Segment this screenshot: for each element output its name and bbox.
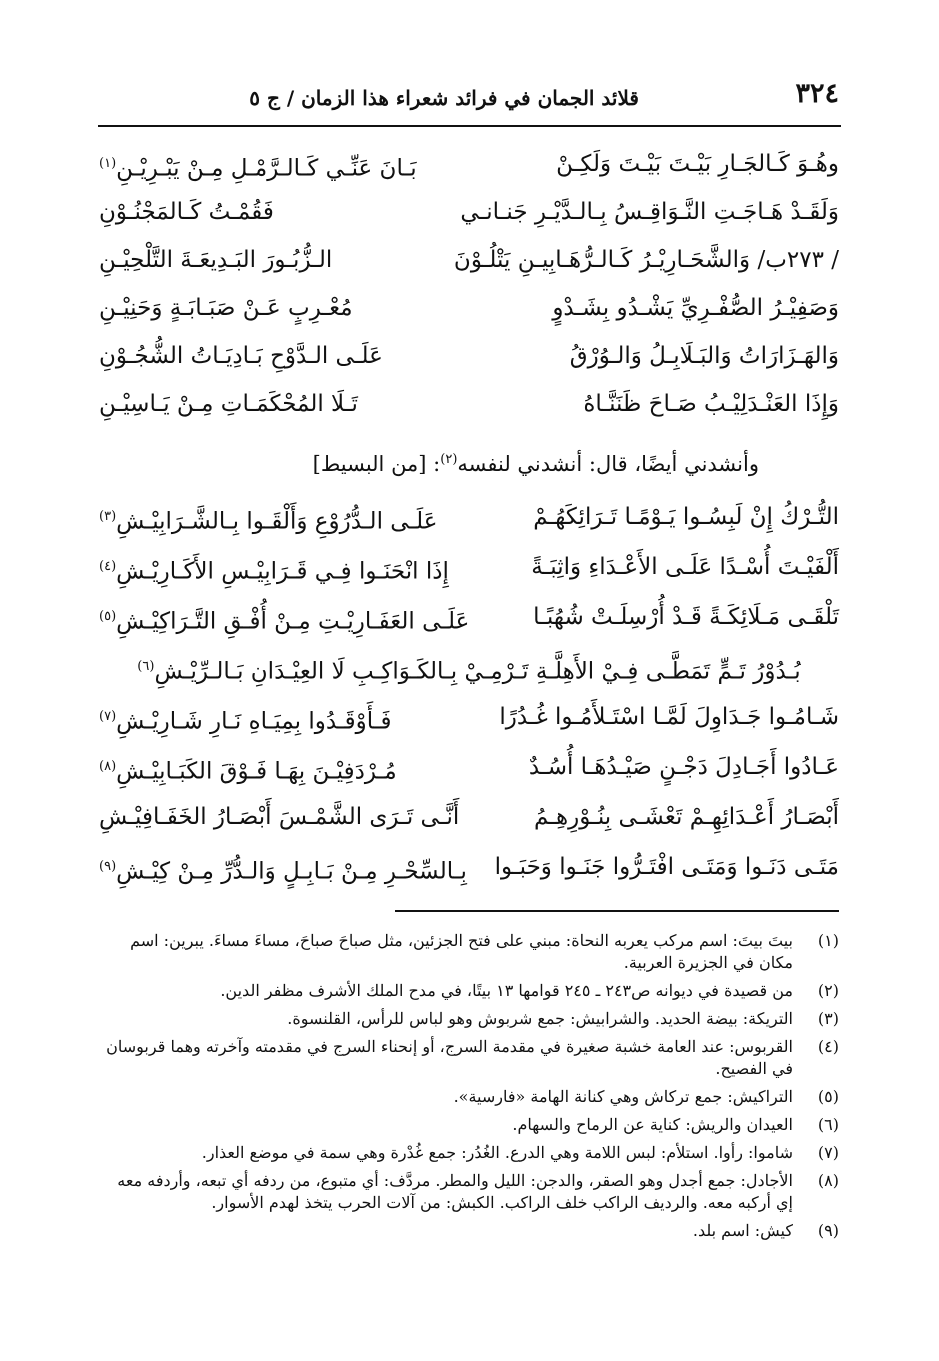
verse-line <box>99 492 839 542</box>
footnote-text: شاموا: رأوا. استلأم: لبس اللامة وهي الدرع. الغُدُر: جمع غُدْرة وهي سمة في موضع العذار. <box>201 1143 793 1162</box>
footnote <box>99 1114 839 1136</box>
footnote-number: (٦) <box>817 1115 839 1134</box>
verse-line <box>99 284 839 332</box>
verse-line-full <box>99 642 839 692</box>
footnote-text: من قصيدة في ديوانه ص٢٤٣ ـ ٢٤٥ قوامها ١٣ بيتًا، في مدح الملك الأشرف مظفر الدين. <box>220 981 793 1000</box>
footnote-number: (٢) <box>817 981 839 1000</box>
hemistich-second-text: عَلَـى العَفَـارِيْـتِ مِـنْ أُفْـقِ التَّـرَاكِيْـشِ <box>116 608 470 635</box>
intro-line <box>313 452 759 476</box>
hemistich-second-text: بَـانَ عَنِّـي كَـالـرَّمْـلِ مِـنْ يَبْـرِيْـنِ <box>116 155 417 182</box>
footnote-ref: (١) <box>99 156 117 171</box>
verse-line <box>99 380 839 428</box>
hemistich-first: تَلْقَـى مَـلَائِكَـةً قَـدْ أُرْسِلَـتْ شُهُبًـا <box>533 604 839 630</box>
hemistich-second <box>99 592 469 642</box>
footnote-ref: (٩) <box>99 859 117 874</box>
hemistich-first: وَإِذَا العَنْـدَلِيْـبُ صَـاحَ ظَنَنَّـاهُ <box>583 391 839 417</box>
footnote-number: (٤) <box>817 1037 839 1056</box>
hemistich-second: أَنَّـى تَـرَى الشَّمْـسَ أَبْصَـارُ الخَفَـافِيْـشِ <box>99 804 460 830</box>
verse-line <box>99 592 839 642</box>
intro-text: وأنشدني أيضًا، قال: أنشدني لنفسه <box>457 452 759 476</box>
footnote-text: التراكيش: جمع تركاش وهي كنانة الهامة «فارسية». <box>453 1087 793 1106</box>
hemistich-first: وَلَقَـدْ هَـاجَـتِ النَّـوَاقِـسُ بِـالـدَّيْـرِ جَنـانـي <box>460 199 839 225</box>
footnote-rule <box>395 910 839 912</box>
hemistich-second: عَلَـى الـدَّوْحِ بَـادِيَـاتُ الشُّجُـوْنِ <box>99 343 383 369</box>
verse-line <box>99 792 839 842</box>
hemistich-first: عَـادُوا أَجَـادِلَ دَجْـنٍ صَيْـدُهَـا أُسُـدٌ <box>528 754 839 780</box>
hemistich-first: التُّـرْكُ إِنْ لَبِسُـوا يَـوْمًـا تَـرَائِكَهُـمْ <box>533 504 839 530</box>
footnote-ref: (٨) <box>99 759 117 774</box>
footnote-ref: (٦) <box>137 659 155 674</box>
header-rule <box>98 125 841 127</box>
footnote-number: (٣) <box>817 1009 839 1028</box>
verse-line <box>99 542 839 592</box>
verse-line <box>99 140 839 188</box>
meter-label: : [من البسيط] <box>312 452 441 476</box>
footnote-ref: (٤) <box>99 559 117 574</box>
hemistich-first: وَصَفِيْـرُ الصُّفْـرِيِّ يَشْـدُو بِشَـدْوٍ <box>552 295 839 321</box>
hemistich-second-text: مُـرْدَفِيْـنَ بِهَـا فَـوْقَ الكَبَـابِيْـشِ <box>116 758 397 785</box>
hemistich-first: أَلْفَيْـتَ أُسْـدًا عَلَـى الأَعْـدَاءِ وَاثِبَـةً <box>531 554 839 580</box>
hemistich-second: الـزُّبُـورَ البَـدِيعَـةَ التَّلْحِيْـنِ <box>99 247 333 273</box>
footnote-text: بيتَ بيتَ: اسم مركب يعربه النحاة: مبني على فتح الجزئين، مثل صباحَ صباحَ، مساءَ مساءَ. يبرين: اسم مكان في الجزيرة العربية. <box>130 931 793 972</box>
hemistich-second-text: بِـالسِّحْـرِ مِـنْ بَـابِـلٍ وَالـدُّرِّ مِـنْ كِيْـشِ <box>116 858 467 885</box>
verse-full: بُـدُوْرُ تَـمٍّ تَمَطَّـى فِـيْ الأَهِلَّـةِ تَـرْمِـيْ بِـالكَـوَاكِـبِ لَا العِيْـدَانِ بَـالـرِّيْـشِ <box>154 658 801 685</box>
hemistich-second: فَقُمْـتُ كَـالمَجْنُـوْنِ <box>99 199 274 225</box>
footnotes <box>99 930 839 1248</box>
footnote-ref: (٣) <box>99 509 117 524</box>
hemistich-second <box>99 492 438 542</box>
hemistich-first: شَـامُـوا جَـدَاوِلَ لَمَّـا اسْتَـلأَمُـوا غُـدُرًا <box>499 704 839 730</box>
poem-block-2 <box>99 492 839 892</box>
hemistich-second: تَـلَا المُحْكَمَـاتِ مِـنْ يَـاسِيْـنِ <box>99 391 358 417</box>
footnote <box>99 1036 839 1080</box>
footnote-text: الأجادل: جمع أجدل وهو الصقر، والدجن: الليل والمطر. مردَّف: أي متبوع، من ردفه أي تبعه، وأردفه معه إي أركبه معه. والرديف الراكب خلف الراكب. الكبش: من آلات الحرب يتخذ لهدم الأسوار. <box>117 1171 793 1212</box>
footnote-text: كيش: اسم بلد. <box>692 1221 793 1240</box>
hemistich-first: مَتَـى دَنَـوا وَمَتَـى افْتَـرُّوا جَنَـوا وَحَبَـوا <box>494 854 839 880</box>
footnote <box>99 980 839 1002</box>
footnote-number: (١) <box>817 931 839 950</box>
running-title: قلائد الجمان في فرائد شعراء هذا الزمان / ج ٥ <box>249 86 639 110</box>
hemistich-second <box>99 692 392 742</box>
poem-block-1 <box>99 140 839 428</box>
footnote-text: القربوس: عند العامة خشبة صغيرة في مقدمة السرج، أو إنحناء السرج في مقدمته وآخرته وهما قربوسان في الفصيح. <box>106 1037 793 1078</box>
hemistich-second <box>99 742 397 792</box>
verse-line <box>99 188 839 236</box>
verse-line <box>99 742 839 792</box>
hemistich-second <box>99 842 467 892</box>
verse-line <box>99 842 839 892</box>
hemistich-second-text: فَـأَوْقَـدُوا بِمِيَـاهِ نَـارِ شَـارِيْـشِ <box>116 708 392 735</box>
verse-line <box>99 332 839 380</box>
footnote <box>99 1008 839 1030</box>
footnote <box>99 1170 839 1214</box>
hemistich-first: أَبْصَـارُ أَعْـدَائِهِـمْ تَعْشَـى بِنُـوْرِهِـمُ <box>533 804 839 830</box>
hemistich-first: وهُـوَ كَـالجَـارِ بَيْـتَ بَيْـتَ وَلَكِـنْ <box>556 151 839 177</box>
hemistich-first: وَالهَـزَارَاتُ وَالبَـلَابِـلُ وَالـوُرْقُ <box>569 343 839 369</box>
footnote-ref: (٢) <box>440 452 458 467</box>
hemistich-second <box>99 542 449 592</box>
footnote-ref: (٥) <box>99 609 117 624</box>
hemistich-first: / ٢٧٣ب/ وَالشَّحَـارِيْـرُ كَـالـرُّهَـابِيـنِ يَتْلُـوْنَ <box>453 247 839 273</box>
footnote <box>99 930 839 974</box>
footnote-text: التريكة: بيضة الحديد. والشرابيش: جمع شربوش وهو لباس للرأس، القلنسوة. <box>287 1009 793 1028</box>
hemistich-second <box>99 140 417 188</box>
footnote <box>99 1220 839 1242</box>
verse-full-text <box>99 642 839 692</box>
footnote-number: (٥) <box>817 1087 839 1106</box>
footnote-text: العيدان والريش: كناية عن الرماح والسهام. <box>512 1115 793 1134</box>
hemistich-second: مُعْـرِبٍ عَـنْ صَبَـابَـةٍ وَحَنِيْـنِ <box>99 295 353 321</box>
footnote <box>99 1086 839 1108</box>
footnote-number: (٧) <box>817 1143 839 1162</box>
hemistich-second-text: إِذَا انْحَنَـوا فِـي قَـرَابِيْـسِ الأَكَـارِيْـشِ <box>116 558 449 585</box>
footnote <box>99 1142 839 1164</box>
page-number: ٣٢٤ <box>795 78 839 109</box>
footnote-number: (٩) <box>817 1221 839 1240</box>
verse-line <box>99 236 839 284</box>
footnote-number: (٨) <box>817 1171 839 1190</box>
footnote-ref: (٧) <box>99 709 117 724</box>
verse-line <box>99 692 839 742</box>
hemistich-second-text: عَلَـى الـدُّرُوْعِ وَأَلْقَـوا بِـالشَّـرَابِيْـشِ <box>116 508 438 535</box>
